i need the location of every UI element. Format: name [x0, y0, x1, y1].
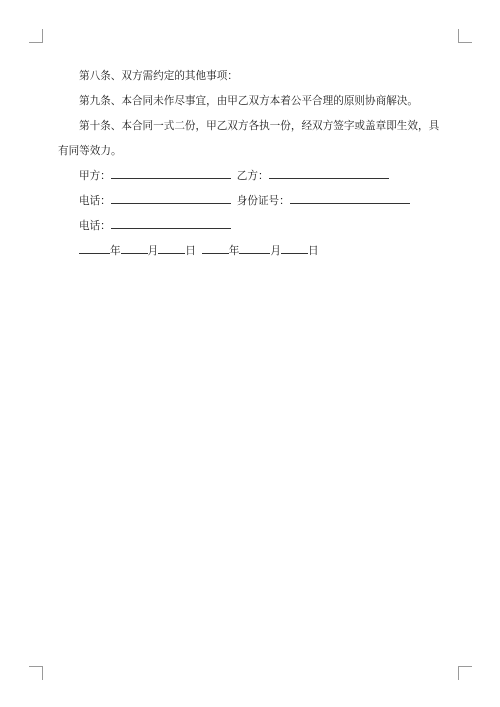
month-b-blank	[239, 241, 270, 254]
month-a-blank	[121, 241, 148, 254]
phone-id-line	[58, 189, 442, 214]
crop-mark-bottom-right	[458, 666, 472, 680]
day-a-blank	[158, 241, 185, 254]
clause-8: 第八条、双方需约定的其他事项：	[79, 70, 238, 82]
party-a-blank	[111, 166, 231, 179]
phone2-label: 电话：	[79, 220, 111, 232]
month-a-label: 月	[147, 245, 159, 257]
crop-mark-top-left	[29, 29, 43, 43]
date-line	[58, 239, 442, 264]
phone2-line	[58, 214, 442, 239]
phone-label: 电话：	[79, 195, 111, 207]
year-b-label: 年	[228, 245, 240, 257]
month-b-label: 月	[270, 245, 281, 257]
party-b-label: 乙方：	[236, 170, 269, 182]
party-b-blank	[269, 166, 389, 179]
clause-9: 第九条、本合同未作尽事宜，由甲乙双方本着公平合理的原则协商解决。	[79, 95, 418, 107]
crop-mark-bottom-left	[29, 666, 43, 680]
clause-10: 第十条、本合同一式二份，甲乙双方各执一份，经双方签字或盖章即生效，具有同等效力。	[58, 120, 440, 157]
phone2-blank	[111, 216, 231, 229]
party-a-label: 甲方：	[79, 170, 111, 182]
party-signature-line	[58, 164, 442, 189]
year-b-blank	[202, 241, 229, 254]
phone-blank	[111, 191, 231, 204]
id-number-blank	[290, 191, 410, 204]
day-a-label: 日	[185, 245, 196, 257]
crop-mark-top-right	[458, 29, 472, 43]
year-a-blank	[79, 241, 110, 254]
day-b-blank	[281, 241, 308, 254]
document-body	[58, 64, 442, 264]
day-b-label: 日	[307, 245, 319, 257]
year-a-label: 年	[110, 245, 121, 257]
id-number-label: 身份证号：	[236, 195, 290, 207]
